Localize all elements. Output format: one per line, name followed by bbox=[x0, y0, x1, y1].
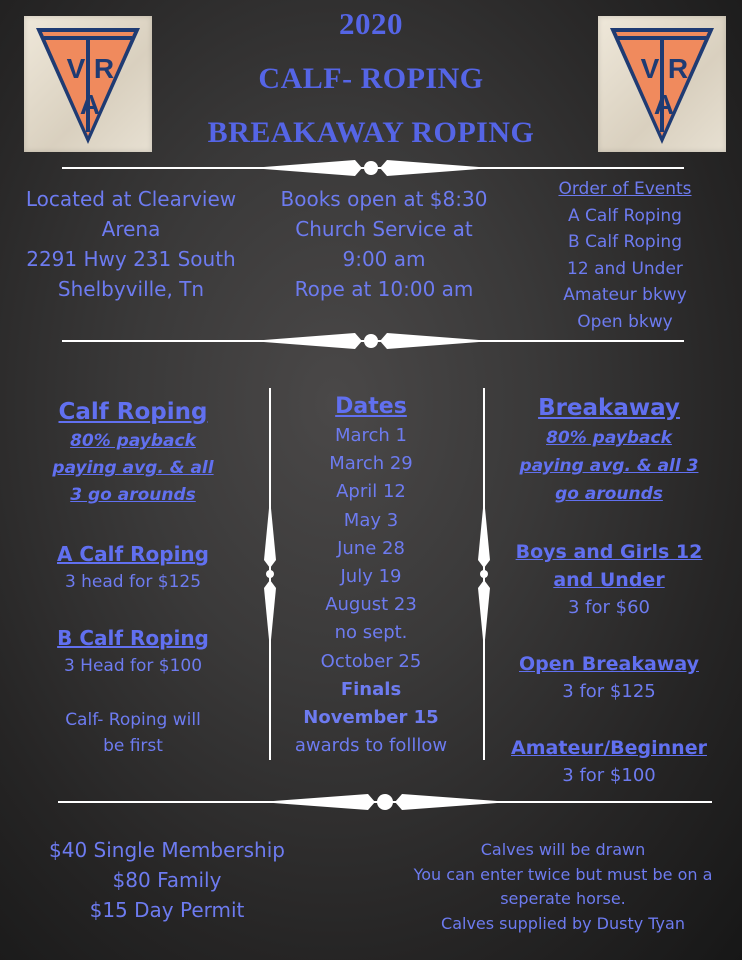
open-breakaway-price: 3 for $125 bbox=[562, 681, 656, 702]
b-calf-roping-price: 3 Head for $100 bbox=[63, 656, 203, 676]
calf-note-line: Calf- Roping will bbox=[65, 710, 201, 730]
a-calf-roping-title: A Calf Roping bbox=[56, 542, 209, 566]
date-item: no sept. bbox=[334, 622, 408, 644]
boys-girls-title-line: and Under bbox=[553, 569, 665, 591]
ornament-divider-middle bbox=[0, 329, 742, 353]
logo-letter-v: V bbox=[640, 53, 660, 84]
membership-line: $40 Single Membership bbox=[49, 838, 285, 862]
logo-letter-a: A bbox=[653, 89, 675, 120]
order-title: Order of Events bbox=[558, 179, 692, 199]
date-item: August 23 bbox=[325, 594, 417, 616]
schedule-line: 9:00 am bbox=[342, 247, 426, 271]
date-item: July 19 bbox=[340, 566, 402, 588]
calves-block bbox=[392, 838, 734, 936]
breakaway-payback-line: 80% payback bbox=[546, 428, 672, 448]
boys-girls-title-line: Boys and Girls 12 bbox=[515, 541, 703, 563]
calf-payback-line: 80% payback bbox=[70, 431, 196, 451]
order-item: Open bkwy bbox=[577, 311, 673, 332]
calves-line: You can enter twice but must be on a bbox=[413, 864, 713, 884]
event-year: 2020 bbox=[339, 6, 403, 41]
breakaway-payback-line: paying avg. & all 3 bbox=[519, 456, 699, 476]
calf-roping-column bbox=[18, 396, 248, 759]
calf-note-line: be first bbox=[103, 736, 163, 756]
location-line: Located at Clearview bbox=[25, 187, 237, 211]
date-item: March 1 bbox=[334, 425, 408, 446]
order-of-events bbox=[520, 176, 730, 335]
ornament-vertical-right bbox=[474, 388, 494, 760]
title-calf-roping: CALF- ROPING bbox=[258, 62, 484, 95]
calf-payback-line: paying avg. & all bbox=[52, 458, 214, 478]
date-item: October 25 bbox=[320, 650, 422, 672]
membership-block bbox=[22, 835, 312, 925]
awards-note: awards to folllow bbox=[294, 735, 448, 757]
schedule-line: Books open at $8:30 bbox=[280, 187, 488, 211]
open-breakaway-title: Open Breakaway bbox=[519, 653, 699, 675]
amateur-beginner-title: Amateur/Beginner bbox=[511, 737, 707, 759]
membership-line: $15 Day Permit bbox=[89, 898, 245, 922]
schedule-line: Church Service at bbox=[295, 217, 473, 241]
date-item: May 3 bbox=[343, 509, 399, 531]
boys-girls-price: 3 for $60 bbox=[567, 597, 650, 618]
breakaway-column bbox=[496, 392, 722, 790]
location-line: Arena bbox=[101, 217, 161, 241]
logo-letter-a: A bbox=[79, 89, 101, 120]
membership-line: $80 Family bbox=[112, 868, 222, 892]
b-calf-roping-title: B Calf Roping bbox=[57, 626, 209, 650]
schedule-block bbox=[262, 184, 506, 304]
order-item: A Calf Roping bbox=[568, 205, 682, 226]
order-item: 12 and Under bbox=[567, 258, 683, 279]
location-line: Shelbyville, Tn bbox=[57, 277, 205, 301]
schedule-line: Rope at 10:00 am bbox=[294, 277, 474, 301]
calves-line: Calves supplied by Dusty Tyan bbox=[441, 913, 685, 933]
breakaway-payback-line: go arounds bbox=[555, 484, 663, 504]
ornament-divider-bottom bbox=[0, 790, 742, 814]
date-item: April 12 bbox=[336, 481, 406, 503]
order-item: Amateur bkwy bbox=[563, 285, 687, 305]
dates-column bbox=[276, 392, 466, 760]
location-block bbox=[10, 184, 252, 304]
calves-line: seperate horse. bbox=[500, 889, 626, 908]
location-line: 2291 Hwy 231 South bbox=[26, 247, 236, 271]
title-breakaway-roping: BREAKAWAY ROPING bbox=[207, 116, 535, 149]
logo-letter-r: R bbox=[93, 53, 115, 84]
calf-payback-line: 3 go arounds bbox=[70, 485, 196, 505]
logo-letter-r: R bbox=[667, 53, 689, 84]
date-item: March 29 bbox=[329, 453, 413, 475]
calves-line: Calves will be drawn bbox=[480, 840, 646, 859]
a-calf-roping-price: 3 head for $125 bbox=[64, 572, 202, 592]
breakaway-title: Breakaway bbox=[538, 395, 680, 421]
date-item: June 28 bbox=[337, 537, 405, 559]
calf-roping-title: Calf Roping bbox=[58, 399, 208, 425]
logo-letter-v: V bbox=[66, 53, 86, 84]
dates-title: Dates bbox=[335, 394, 407, 419]
finals-date: November 15 bbox=[303, 707, 439, 729]
amateur-beginner-price: 3 for $100 bbox=[562, 765, 656, 786]
finals-label: Finals bbox=[340, 678, 402, 700]
order-item: B Calf Roping bbox=[568, 232, 682, 252]
